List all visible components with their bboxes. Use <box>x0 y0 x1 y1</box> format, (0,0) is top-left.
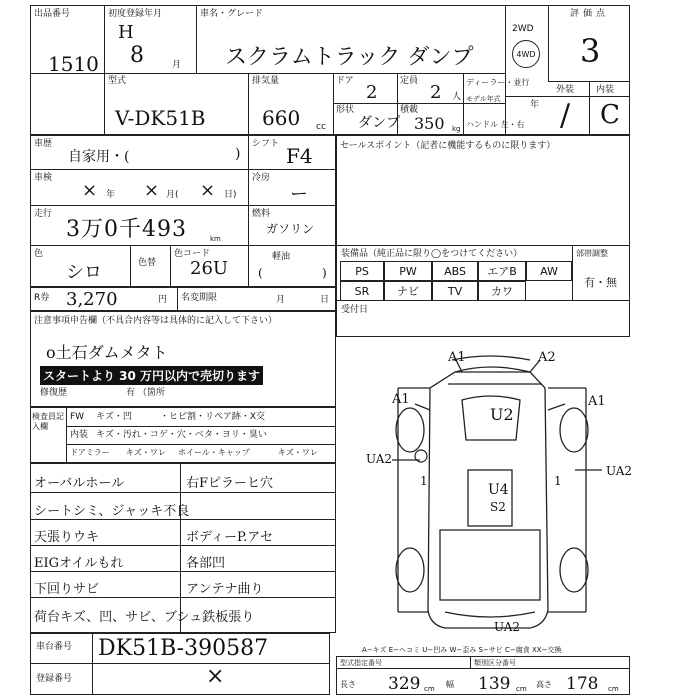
color-value: シロ <box>66 262 102 283</box>
color-label: 色 <box>34 249 44 259</box>
capacity-unit: 人 <box>452 92 462 102</box>
shape-value: ダンプ <box>358 115 401 131</box>
inspector-mirror: ドアミラー <box>70 448 110 457</box>
usage-close: ) <box>235 146 241 162</box>
dealer-label: ディーラー・並行 <box>466 78 530 87</box>
other-label: 受付日 <box>341 305 369 315</box>
reg-value: × <box>206 664 225 689</box>
color-code-label: 色コード <box>174 249 211 259</box>
equip-tv: TV <box>432 281 478 301</box>
shift-value: F4 <box>286 144 313 168</box>
inspection-month-unit: 月( <box>166 190 179 200</box>
cooler-label: 冷房 <box>252 173 271 183</box>
recycle-unit: 円 <box>158 295 168 305</box>
mileage-value: 3万0千493 <box>66 217 187 242</box>
two-wd-label: 2WD <box>512 24 534 34</box>
handle-label: ハンドル 左・右 <box>466 120 525 129</box>
lot-label: 出品番号 <box>34 9 71 19</box>
load-unit: kg <box>452 125 461 133</box>
length-unit: cm <box>424 685 435 693</box>
notes-line1: o土石ダムメタト <box>46 343 168 362</box>
repair-history-label: 修復歴 <box>40 388 68 398</box>
remark-left-2: シートシミ、ジャッキ不良 <box>34 504 190 519</box>
height-value: 178 <box>566 674 599 694</box>
mark-a1-left: A1 <box>392 392 410 407</box>
first-registration-era: H <box>118 22 134 43</box>
first-registration-year: 8 <box>130 43 144 68</box>
grade-value: 3 <box>580 32 601 70</box>
cooler-value: ー <box>290 184 308 205</box>
mark-a2-top: A2 <box>538 350 556 365</box>
kerosene-label: 軽油 <box>272 252 291 262</box>
damage-legend: A−キズ E−ヘコミ U−凹み W−歪み S−サビ C−腐食 XX−交換 <box>362 646 562 654</box>
inspection-month: × <box>144 180 160 201</box>
chassis-label: 車台番号 <box>36 642 73 652</box>
displacement-value: 660 <box>262 106 301 130</box>
mark-a1-right: A1 <box>588 394 606 409</box>
mark-ua2-left: UA2 <box>366 452 393 466</box>
mark-s2: S2 <box>490 500 506 514</box>
interior-value: C <box>600 100 620 130</box>
remark-right-3: ボディーP.アセ <box>186 530 274 545</box>
displacement-unit: cc <box>316 122 326 132</box>
remark-left-5: 下回りサビ <box>34 582 100 597</box>
mileage-unit: km <box>210 235 221 243</box>
inspection-label: 車検 <box>34 173 53 183</box>
width-label: 幅 <box>446 680 454 689</box>
inspector-mirror-val: キズ・ワレ <box>126 448 166 457</box>
width-value: 139 <box>478 674 511 694</box>
model-year-label: モデル年式 <box>466 95 501 103</box>
load-label: 積載 <box>400 105 419 115</box>
model-value: V-DK51B <box>115 106 206 130</box>
mark-ua2-bottom: UA2 <box>494 620 521 634</box>
equip-aw: AW <box>526 261 572 281</box>
doors-label: ドア <box>336 76 354 86</box>
exterior-value: / <box>560 98 571 133</box>
class-num-label: 類別区分番号 <box>474 659 516 667</box>
mark-u2: U2 <box>490 405 514 424</box>
four-wd-badge: 4WD <box>512 40 540 68</box>
rename-month: 月 <box>276 295 286 305</box>
interior-label: 内装 <box>596 85 615 95</box>
mark-a1-top: A1 <box>448 350 466 365</box>
remark-right-5: アンテナ曲り <box>186 582 264 597</box>
sale-banner: スタートより 30 万円以内で売切ります <box>40 366 263 385</box>
capacity-label: 定員 <box>400 76 419 86</box>
reserved-label: 部帯調整 <box>576 249 608 258</box>
rename-day: 日 <box>320 295 330 305</box>
length-label: 長さ <box>340 680 356 689</box>
remark-left-6: 荷台キズ、凹、サビ、ブシュ鉄板張り <box>34 610 255 625</box>
displacement-label: 排気量 <box>252 76 280 86</box>
load-value: 350 <box>414 114 445 133</box>
fuel-label: 燃料 <box>252 209 271 219</box>
first-registration-month-label: 月 <box>172 60 182 70</box>
chassis-value: DK51B-390587 <box>98 636 269 661</box>
color-code-value: 26U <box>190 258 229 279</box>
carname-value: スクラムトラック ダンプ <box>225 45 474 70</box>
notes-label: 注意事項申告欄（不具合内容等は具体的に記入して下さい） <box>34 316 278 326</box>
lot-number: 1510 <box>48 52 99 76</box>
exterior-label: 外装 <box>556 85 575 95</box>
mark-ua2-right: UA2 <box>606 464 633 478</box>
length-value: 329 <box>388 674 421 694</box>
inspector-interior: 内装 <box>70 430 89 440</box>
shift-label: シフト <box>252 139 280 149</box>
inspection-day: × <box>200 180 216 201</box>
mark-1-right: 1 <box>554 474 562 488</box>
inspector-fw: FW <box>70 412 85 422</box>
remark-right-4: 各部凹 <box>186 556 226 571</box>
year-unit: 年 <box>530 100 540 110</box>
usage-label: 車歴 <box>34 139 53 149</box>
inspector-row1-b: ・ヒビ割・リペア跡・X交 <box>160 412 265 422</box>
grade-label: 評価点 <box>570 9 610 19</box>
equip-leather: カワ <box>478 281 526 301</box>
rename-label: 名変期限 <box>181 293 218 303</box>
paren-open: ( <box>258 266 263 280</box>
sales-points-label: セールスポイント（記者に機能するものに限ります） <box>340 141 556 151</box>
equip-abs: ABS <box>432 261 478 281</box>
equipment-label: 装備品（純正品に限り◯をつけてください） <box>341 249 523 259</box>
color-change-label: 色替 <box>138 258 157 268</box>
recycle-value: 3,270 <box>66 289 118 310</box>
remark-left-4: EIGオイルもれ <box>34 556 124 571</box>
inspector-wheel: ホイール・キャップ <box>178 448 250 457</box>
recycle-label: R券 <box>34 293 50 303</box>
mileage-label: 走行 <box>34 209 53 219</box>
paren-close: ) <box>322 266 327 280</box>
equip-pw: PW <box>384 261 432 281</box>
usage-value: 自家用・( <box>68 149 130 165</box>
remark-right-1: 右Fピラーヒ穴 <box>186 476 274 491</box>
height-label: 高さ <box>536 680 552 689</box>
model-label: 型式 <box>108 76 127 86</box>
inspector-wheel-val: キズ・ワレ <box>278 448 318 457</box>
inspection-year: × <box>82 180 98 201</box>
width-unit: cm <box>516 685 527 693</box>
equip-sr: SR <box>340 281 384 301</box>
remark-left-3: 天張りウキ <box>34 530 100 545</box>
inspector-row1-a: キズ・凹 <box>96 412 132 422</box>
type-spec-label: 型式指定番号 <box>340 659 382 667</box>
reg-label: 登録番号 <box>36 674 73 684</box>
carname-label: 車名・グレード <box>200 9 264 19</box>
repair-history-value: 有 （箇所 <box>126 388 165 398</box>
capacity-value: 2 <box>430 82 442 103</box>
inspector-label: 検査員記入欄 <box>32 412 64 431</box>
doors-value: 2 <box>366 82 378 103</box>
reserved-value: 有・無 <box>584 276 617 289</box>
inspector-row2: キズ・汚れ・コゲ・穴・ベタ・ヨリ・臭い <box>96 430 267 440</box>
mark-1-left: 1 <box>420 474 428 488</box>
height-unit: cm <box>608 685 619 693</box>
fuel-value: ガソリン <box>266 222 315 236</box>
remark-left-1: オーバルホール <box>34 476 125 491</box>
equip-navi: ナビ <box>384 281 432 301</box>
mark-u4: U4 <box>488 482 509 498</box>
inspection-day-unit: 日) <box>224 190 237 200</box>
equip-airbag: エアB <box>478 261 526 281</box>
inspection-year-unit: 年 <box>106 190 116 200</box>
first-registration-label: 初度登録年月 <box>108 9 163 19</box>
equip-ps: PS <box>340 261 384 281</box>
shape-label: 形状 <box>336 105 355 115</box>
